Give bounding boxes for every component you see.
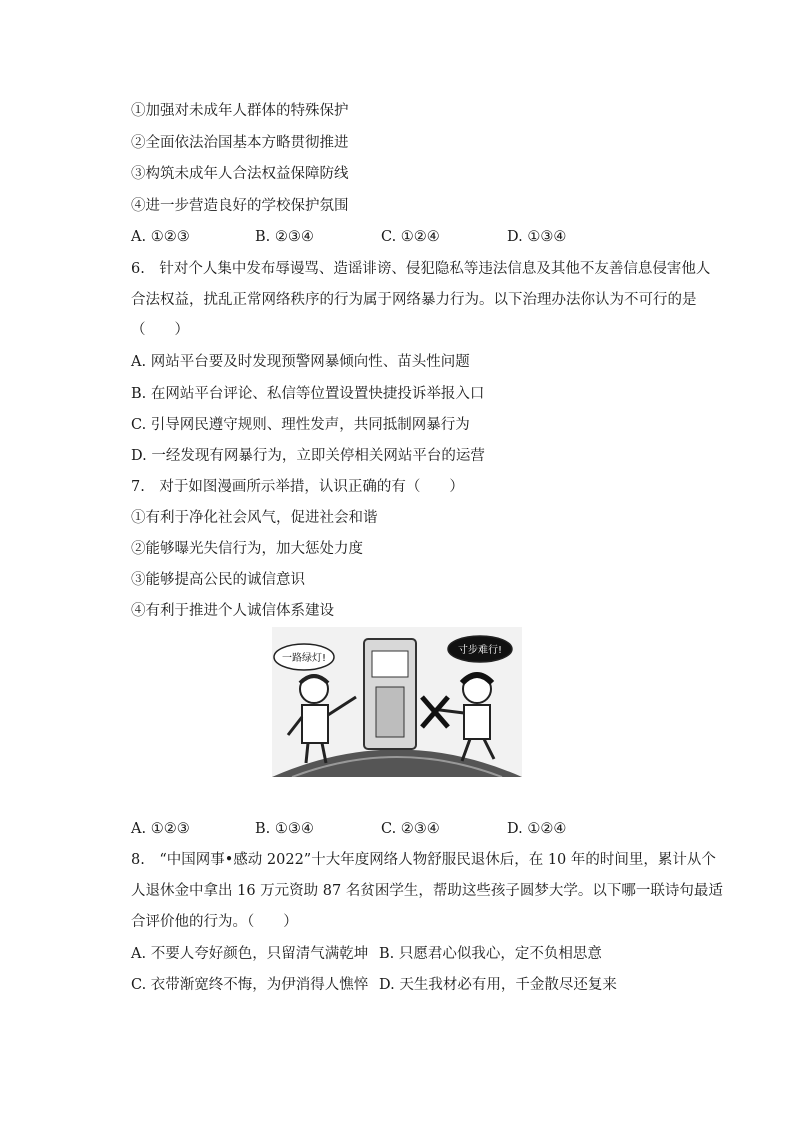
q7-option-d[interactable]: D. ①②④: [507, 821, 567, 837]
q8-stem-line-1: 8. “中国网事•感动 2022”十大年度网络人物舒服民退休后，在 10 年的时间里，累计从个: [131, 852, 716, 868]
cartoon-illustration: [272, 627, 522, 777]
q6-option-d[interactable]: D. 一经发现有网暴行为，立即关停相关网站平台的运营: [131, 448, 485, 464]
q7-option-c[interactable]: C. ②③④: [381, 821, 440, 837]
q6-option-a[interactable]: A. 网站平台要及时发现预警网暴倾向性、苗头性问题: [131, 354, 470, 370]
q5-option-c[interactable]: C. ①②④: [381, 229, 440, 245]
cartoon-bubble-left: 一路绿灯!: [281, 653, 327, 664]
q7-item-3: ③能够提高公民的诚信意识: [131, 572, 305, 588]
q7-stem: 7. 对于如图漫画所示举措，认识正确的有（ ）: [131, 479, 464, 495]
q5-item-3: ③构筑未成年人合法权益保障防线: [131, 166, 349, 182]
q5-item-1: ①加强对未成年人群体的特殊保护: [131, 103, 349, 119]
q8-option-b[interactable]: B. 只愿君心似我心，定不负相思意: [379, 946, 602, 962]
q5-option-a[interactable]: A. ①②③: [131, 229, 190, 245]
q7-item-4: ④有利于推进个人诚信体系建设: [131, 603, 334, 619]
q7-item-1: ①有利于净化社会风气，促进社会和谐: [131, 510, 378, 526]
q6-stem-line-2: 合法权益，扰乱正常网络秩序的行为属于网络暴力行为。以下治理办法你认为不可行的是: [131, 292, 697, 308]
q5-option-b[interactable]: B. ②③④: [255, 229, 314, 245]
q8-option-a[interactable]: A. 不要人夸好颜色，只留清气满乾坤: [131, 946, 369, 962]
q8-stem-line-3: 合评价他的行为。（ ）: [131, 914, 298, 930]
q5-item-2: ②全面依法治国基本方略贯彻推进: [131, 135, 349, 151]
q7-option-b[interactable]: B. ①③④: [255, 821, 314, 837]
q8-stem-line-2: 人退休金中拿出 16 万元资助 87 名贫困学生，帮助这些孩子圆梦大学。以下哪一联诗句最适: [131, 883, 723, 899]
q6-option-c[interactable]: C. 引导网民遵守规则、理性发声，共同抵制网暴行为: [131, 417, 470, 433]
q6-stem-line-3: （ ）: [131, 322, 189, 338]
q7-item-2: ②能够曝光失信行为，加大惩处力度: [131, 541, 363, 557]
q7-option-a[interactable]: A. ①②③: [131, 821, 190, 837]
q8-option-d[interactable]: D. 天生我材必有用，千金散尽还复来: [379, 977, 617, 993]
q5-item-4: ④进一步营造良好的学校保护氛围: [131, 198, 349, 214]
cartoon-bubble-right: 寸步难行!: [457, 645, 503, 656]
q6-stem-line-1: 6. 针对个人集中发布辱谩骂、造谣诽谤、侵犯隐私等违法信息及其他不友善信息侵害他人: [131, 261, 711, 277]
q6-option-b[interactable]: B. 在网站平台评论、私信等位置设置快捷投诉举报入口: [131, 386, 485, 402]
q5-option-d[interactable]: D. ①③④: [507, 229, 567, 245]
q8-option-c[interactable]: C. 衣带渐宽终不悔，为伊消得人憔悴: [131, 977, 369, 993]
